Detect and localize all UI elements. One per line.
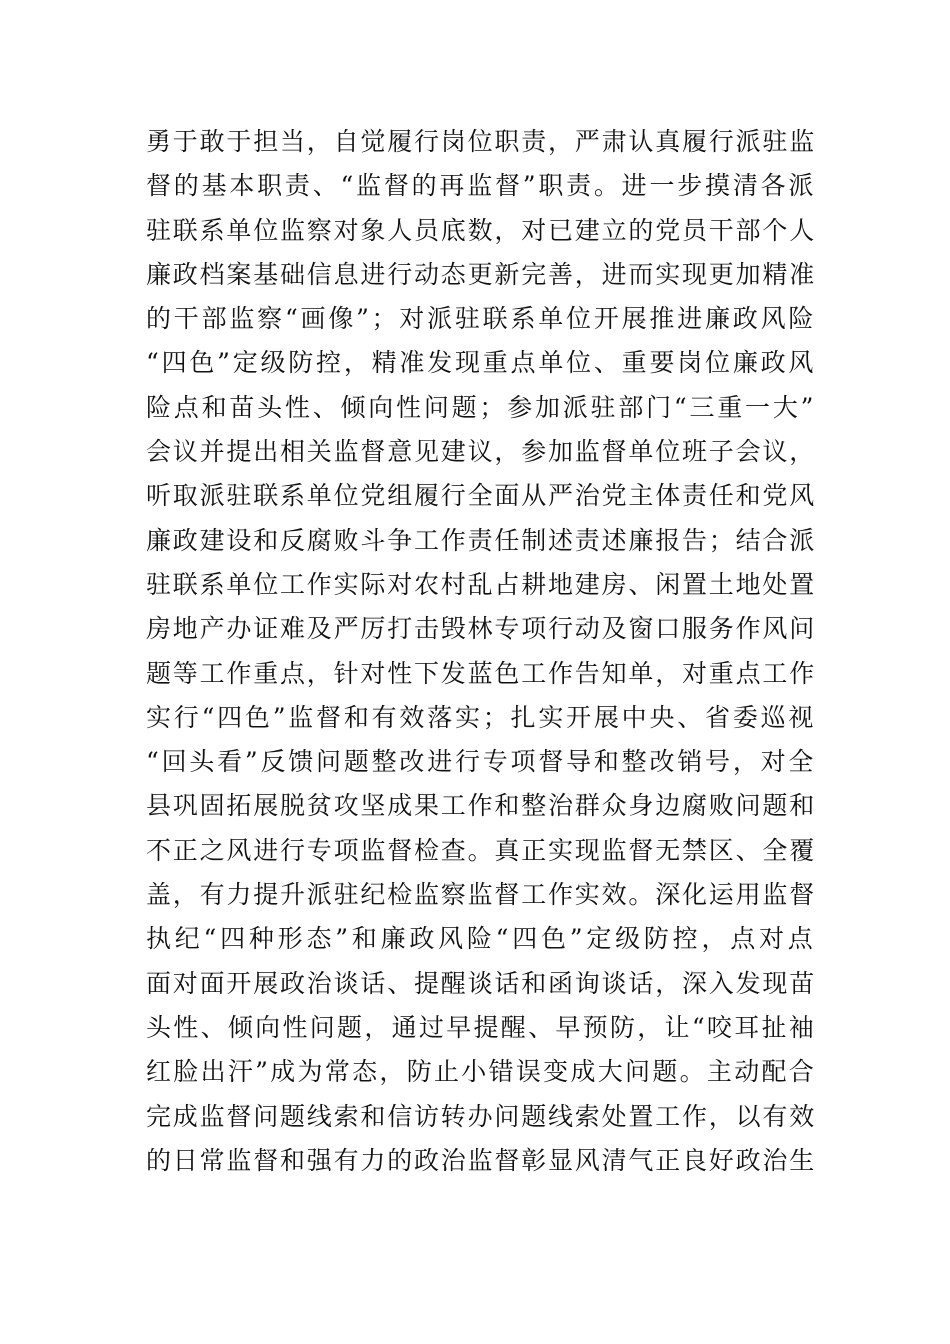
text-line: 勇于敢于担当，自觉履行岗位职责，严肃认真履行派驻监 (146, 127, 817, 156)
text-line: 廉政档案基础信息进行动态更新完善，进而实现更加精准 (146, 259, 817, 289)
text-line: 执纪“四种形态”和廉政风险“四色”定级防控，点对点 (146, 924, 816, 954)
text-line: 县巩固拓展脱贫攻坚成果工作和整治群众身边腐败问题和 (146, 791, 817, 821)
text-line: 的日常监督和强有力的政治监督彰显风清气正良好政治生 (146, 1145, 817, 1175)
text-line: 头性、倾向性问题，通过早提醒、早预防，让“咬耳扯袖 (146, 1012, 816, 1042)
text-line: 险点和苗头性、倾向性问题；参加派驻部门“三重一大” (146, 392, 816, 422)
text-line: 驻联系单位监察对象人员底数，对已建立的党员干部个人 (146, 215, 817, 245)
text-line: 廉政建设和反腐败斗争工作责任制述责述廉报告；结合派 (146, 525, 817, 555)
text-line: 红脸出汗”成为常态，防止小错误变成大问题。主动配合 (146, 1057, 816, 1087)
text-line: 完成监督问题线索和信访转办问题线索处置工作，以有效 (146, 1101, 817, 1131)
text-line: 督的基本职责、“监督的再监督”职责。进一步摸清各派 (146, 171, 816, 201)
text-line: “四色”定级防控，精准发现重点单位、重要岗位廉政风 (146, 348, 816, 378)
body-paragraph (146, 120, 816, 1183)
text-line: 会议并提出相关监督意见建议，参加监督单位班子会议， (146, 437, 817, 467)
text-line: 房地产办证难及严厉打击毁林专项行动及窗口服务作风问 (146, 614, 817, 644)
text-line: 实行“四色”监督和有效落实；扎实开展中央、省委巡视 (146, 702, 816, 732)
text-line: 盖，有力提升派驻纪检监察监督工作实效。深化运用监督 (146, 880, 817, 910)
text-line: 不正之风进行专项监督检查。真正实现监督无禁区、全覆 (146, 835, 817, 865)
text-line: 的干部监察“画像”；对派驻联系单位开展推进廉政风险 (146, 304, 816, 334)
text-line: 题等工作重点，针对性下发蓝色工作告知单，对重点工作 (146, 658, 817, 688)
text-line: “回头看”反馈问题整改进行专项督导和整改销号，对全 (146, 747, 816, 777)
text-line: 驻联系单位工作实际对农村乱占耕地建房、闲置土地处置 (146, 569, 817, 599)
text-line: 听取派驻联系单位党组履行全面从严治党主体责任和党风 (146, 481, 817, 511)
text-line: 面对面开展政治谈话、提醒谈话和函询谈话，深入发现苗 (146, 968, 817, 998)
